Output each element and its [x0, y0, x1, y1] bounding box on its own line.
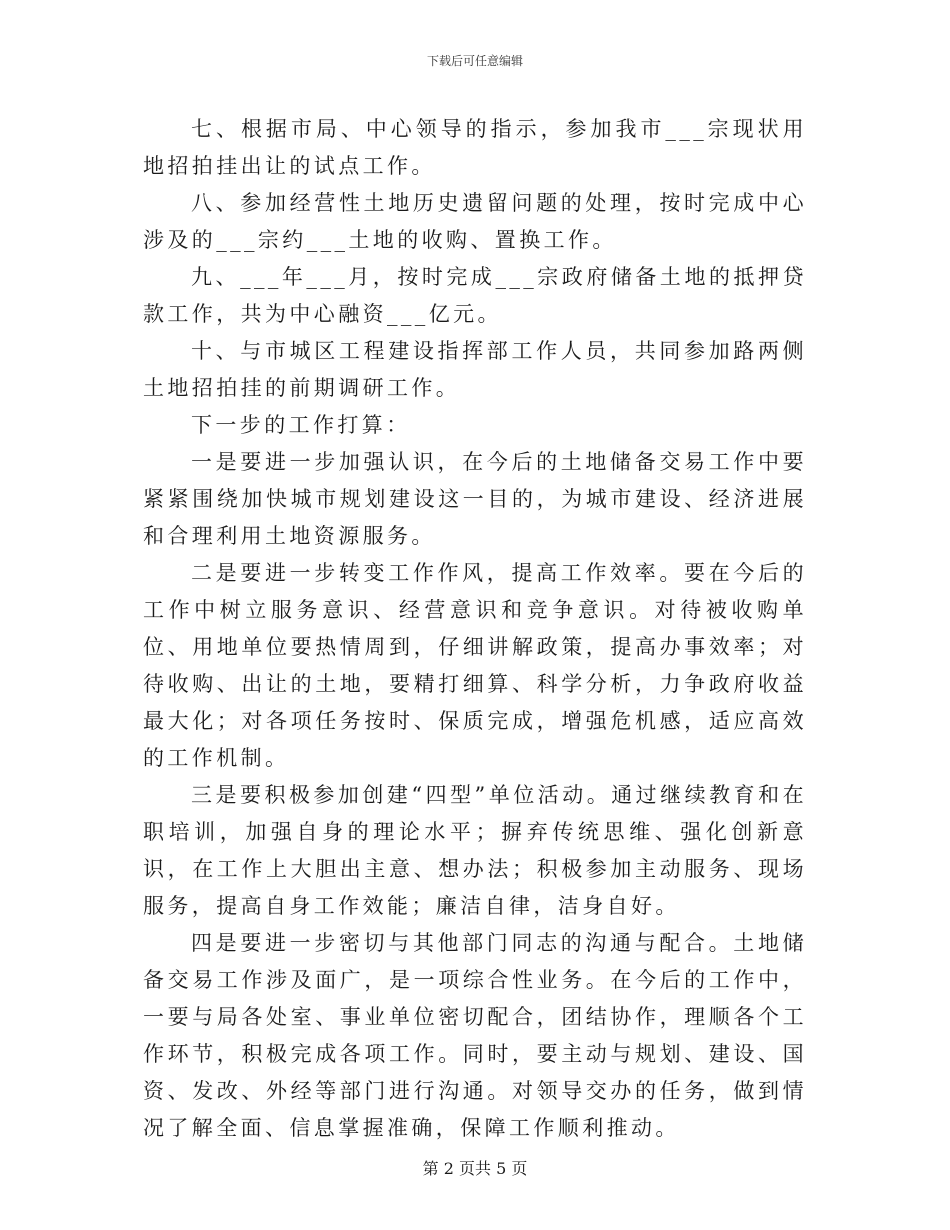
paragraph-plan-1: 一是要进一步加强认识，在今后的土地储备交易工作中要紧紧围绕加快城市规划建设这一目的，为城市建设、经济进展和合理利用土地资源服务。 [143, 450, 807, 548]
document-body [143, 111, 807, 1147]
next-steps-heading: 下一步的工作打算： [191, 413, 411, 437]
page-header: 下载后可任意编辑 [426, 54, 523, 68]
paragraph-7: 七、根据市局、中心领导的指示，参加我市___宗现状用地招拍挂出让的试点工作。 [143, 117, 807, 178]
paragraph-plan-2: 二是要进一步转变工作作风，提高工作效率。要在今后的工作中树立服务意识、经营意识和竞争意识。对待被收购单位、用地单位要热情周到，仔细讲解政策，提高办事效率；对待收购、出让的土地，要精打细算、科学分析，力争政府收益最大化；对各项任务按时、保质完成，增强危机感，适应高效的工作机制。 [143, 561, 807, 770]
paragraph-9: 九、___年___月，按时完成___宗政府储备土地的抵押贷款工作，共为中心融资___亿元。 [143, 265, 807, 326]
paragraph-8: 八、参加经营性土地历史遗留问题的处理，按时完成中心涉及的___宗约___土地的收购、置换工作。 [143, 191, 807, 252]
page-number: 第 2 页共 5 页 [422, 1159, 528, 1178]
paragraph-plan-3: 三是要积极参加创建“四型”单位活动。通过继续教育和在职培训，加强自身的理论水平；摒弃传统思维、强化创新意识，在工作上大胆出主意、想办法；积极参加主动服务、现场服务，提高自身工作效能；廉洁自律，洁身自好。 [143, 783, 807, 918]
paragraph-10: 十、与市城区工程建设指挥部工作人员，共同参加路两侧土地招拍挂的前期调研工作。 [143, 339, 807, 400]
paragraph-plan-4: 四是要进一步密切与其他部门同志的沟通与配合。土地储备交易工作涉及面广，是一项综合性业务。在今后的工作中，一要与局各处室、事业单位密切配合，团结协作，理顺各个工作环节，积极完成各项工作。同时，要主动与规划、建设、国资、发改、外经等部门进行沟通。对领导交办的任务，做到情况了解全面、信息掌握准确，保障工作顺利推动。 [143, 931, 807, 1140]
